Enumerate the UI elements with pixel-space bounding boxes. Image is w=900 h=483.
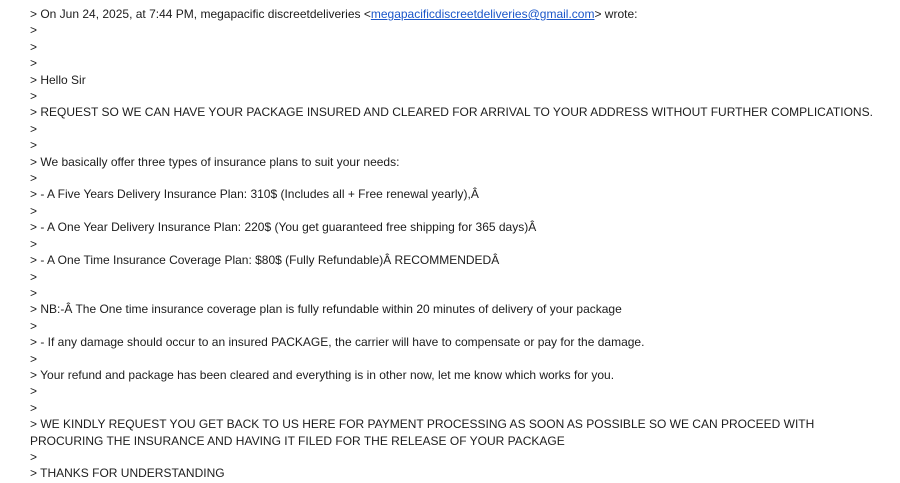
quote-line: > [30,449,38,464]
payment-request-line: > WE KINDLY REQUEST YOU GET BACK TO US HERE FOR PAYMENT PROCESSING AS SOON AS POSSIBLE SO WE CAN PROCEED WITH PROCURING THE INSURANCE AND HAVING IT FILED FOR THE RELEASE OF YOUR PACKAGE [30,417,818,448]
quote-line: > [30,351,38,366]
quoted-email-body [30,6,875,482]
plan-five-year-line: > - A Five Years Delivery Insurance Plan: 310$ (Includes all + Free renewal yearly),Â [30,187,479,202]
quote-line: > [30,384,38,399]
request-line: > REQUEST SO WE CAN HAVE YOUR PACKAGE INSURED AND CLEARED FOR ARRIVAL TO YOUR ADDRESS WITHOUT FURTHER COMPLICATIONS. [30,105,873,120]
plan-one-time-line: > - A One Time Insurance Coverage Plan: $80$ (Fully Refundable)Â RECOMMENDEDÂ [30,253,500,268]
plan-one-year-line: > - A One Year Delivery Insurance Plan: 220$ (You get guaranteed free shipping for 365 days)Â [30,220,537,235]
thanks-line: > THANKS FOR UNDERSTANDING [30,466,225,481]
quote-line: > [30,56,38,71]
quote-line: > [30,138,38,153]
quote-line: > [30,23,38,38]
greeting-line: > Hello Sir [30,72,86,87]
quote-line: > [30,171,38,186]
quote-line: > [30,269,38,284]
quote-line: > [30,400,38,415]
quote-header-suffix: > wrote: [594,7,638,21]
sender-email-link[interactable]: megapacificdiscreetdeliveries@gmail.com [370,7,595,21]
quote-header-prefix: > On Jun 24, 2025, at 7:44 PM, megapacific discreetdeliveries < [30,7,371,21]
quote-line: > [30,236,38,251]
quote-line: > [30,121,38,136]
damage-line: > - If any damage should occur to an insured PACKAGE, the carrier will have to compensate or pay for the damage. [30,335,645,350]
quote-header-line [30,6,875,22]
quote-line: > [30,89,38,104]
quote-line: > [30,318,38,333]
plans-intro-line: > We basically offer three types of insurance plans to suit your needs: [30,154,400,169]
quote-line: > [30,39,38,54]
nb-line: > NB:-Â The One time insurance coverage plan is fully refundable within 20 minutes of delivery of your package [30,302,622,317]
quote-line: > [30,285,38,300]
quote-line: > [30,203,38,218]
refund-line: > Your refund and package has been cleared and everything is in other now, let me know which works for you. [30,367,615,382]
